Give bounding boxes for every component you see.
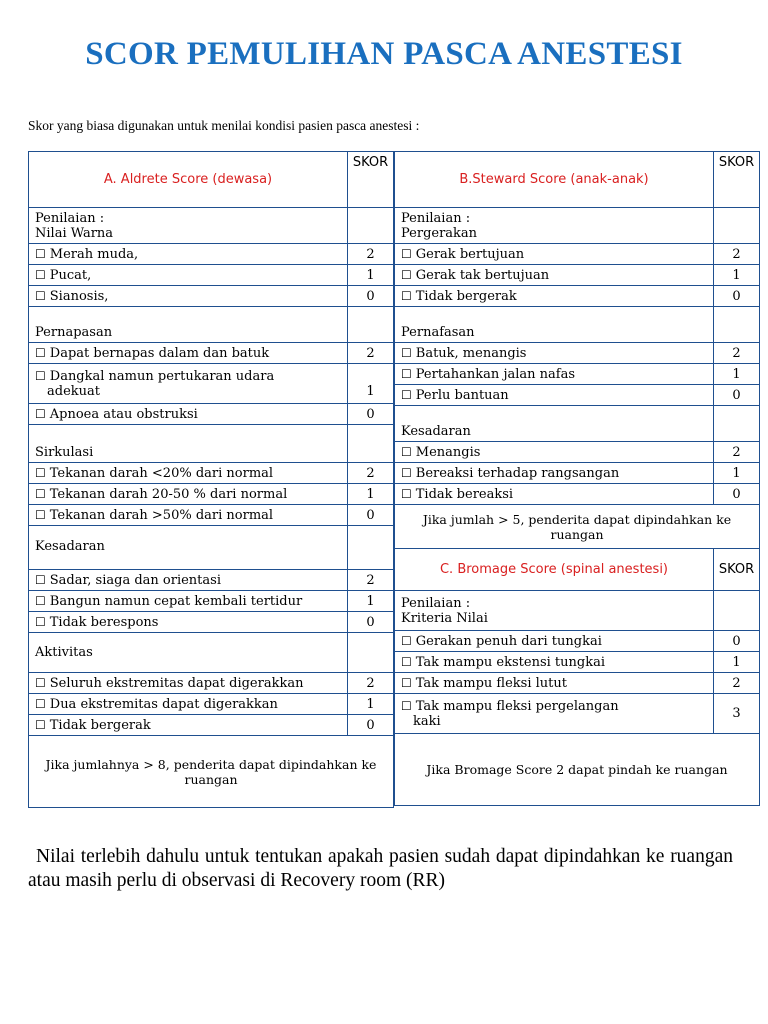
bromage-heading: C. Bromage Score (spinal anestesi) (395, 549, 714, 591)
criteria-item: ☐ Dua ekstremitas dapat digerakkan (29, 694, 348, 715)
criteria-item: ☐ Tak mampu fleksi pergelangan kaki (395, 694, 714, 734)
criteria-score: 0 (714, 484, 760, 505)
criteria-score: 1 (348, 694, 394, 715)
criteria-score: 2 (348, 463, 394, 484)
page-title: SCOR PEMULIHAN PASCA ANESTESI (85, 36, 683, 72)
skor-header: SKOR (714, 152, 760, 208)
criteria-score: 0 (348, 404, 394, 425)
steward-note: Jika jumlah > 5, penderita dapat dipindahkan ke ruangan (395, 505, 760, 549)
criteria-item: ☐ Bangun namun cepat kembali tertidur (29, 591, 348, 612)
aldrete-note: Jika jumlahnya > 8, penderita dapat dipindahkan ke ruangan (29, 736, 394, 808)
criteria-score: 1 (348, 364, 394, 404)
section-title-pernafasan: Pernafasan (395, 307, 714, 343)
penilaian-label: Penilaian : Kriteria Nilai (395, 591, 714, 631)
criteria-item: ☐ Tekanan darah <20% dari normal (29, 463, 348, 484)
steward-heading: B.Steward Score (anak-anak) (395, 152, 714, 208)
criteria-score: 0 (348, 715, 394, 736)
steward-bromage-table (394, 151, 760, 806)
kriteria-label: Kriteria Nilai (401, 610, 488, 626)
criteria-item: ☐ Tak mampu ekstensi tungkai (395, 652, 714, 673)
aldrete-heading: A. Aldrete Score (dewasa) (29, 152, 348, 208)
pergerakan-label: Pergerakan (401, 225, 478, 241)
criteria-score: 2 (348, 244, 394, 265)
criteria-score: 2 (714, 673, 760, 694)
section-title-kesadaran: Kesadaran (29, 526, 348, 570)
criteria-item: ☐ Dangkal namun pertukaran udara adekuat (29, 364, 348, 404)
criteria-item: ☐ Gerak tak bertujuan (395, 265, 714, 286)
criteria-item: ☐ Tidak bergerak (29, 715, 348, 736)
criteria-score: 1 (348, 265, 394, 286)
criteria-item: ☐ Pucat, (29, 265, 348, 286)
nilai-warna-label: Nilai Warna (35, 225, 114, 241)
criteria-item: ☐ Menangis (395, 442, 714, 463)
criteria-item: ☐ Dapat bernapas dalam dan batuk (29, 343, 348, 364)
criteria-item: ☐ Seluruh ekstremitas dapat digerakkan (29, 673, 348, 694)
criteria-score: 1 (714, 463, 760, 484)
criteria-item: ☐ Perlu bantuan (395, 385, 714, 406)
criteria-score: 2 (348, 673, 394, 694)
criteria-item: ☐ Bereaksi terhadap rangsangan (395, 463, 714, 484)
criteria-item: ☐ Sianosis, (29, 286, 348, 307)
footer-note: Nilai terlebih dahulu untuk tentukan apakah pasien sudah dapat dipindahkan ke ruangan atau masih perlu di observasi di Recovery room (RR) (28, 846, 733, 891)
section-title-kesadaran: Kesadaran (395, 406, 714, 442)
criteria-score: 2 (714, 244, 760, 265)
section-title-aktivitas: Aktivitas (29, 633, 348, 673)
criteria-item: ☐ Merah muda, (29, 244, 348, 265)
criteria-score: 0 (348, 612, 394, 633)
criteria-score: 3 (714, 694, 760, 734)
criteria-item: ☐ Tak mampu fleksi lutut (395, 673, 714, 694)
criteria-score: 0 (714, 631, 760, 652)
criteria-score: 1 (348, 484, 394, 505)
intro-text: Skor yang biasa digunakan untuk menilai kondisi pasien pasca anestesi : (28, 118, 420, 133)
criteria-item: ☐ Tidak bereaksi (395, 484, 714, 505)
criteria-score: 0 (714, 286, 760, 307)
criteria-item: ☐ Gerak bertujuan (395, 244, 714, 265)
skor-header: SKOR (348, 152, 394, 208)
criteria-score: 2 (714, 343, 760, 364)
criteria-score: 2 (348, 343, 394, 364)
penilaian-label: Penilaian : Pergerakan (395, 208, 714, 244)
criteria-item: ☐ Tekanan darah >50% dari normal (29, 505, 348, 526)
criteria-score: 0 (714, 385, 760, 406)
criteria-score: 1 (348, 591, 394, 612)
criteria-item: ☐ Batuk, menangis (395, 343, 714, 364)
criteria-item: ☐ Gerakan penuh dari tungkai (395, 631, 714, 652)
criteria-item: ☐ Tekanan darah 20-50 % dari normal (29, 484, 348, 505)
criteria-score: 2 (714, 442, 760, 463)
criteria-item: ☐ Tidak berespons (29, 612, 348, 633)
penilaian-label: Penilaian : Nilai Warna (29, 208, 348, 244)
criteria-score: 0 (348, 286, 394, 307)
skor-header: SKOR (714, 549, 760, 591)
criteria-score: 2 (348, 570, 394, 591)
criteria-score: 1 (714, 265, 760, 286)
criteria-item: ☐ Sadar, siaga dan orientasi (29, 570, 348, 591)
criteria-item: ☐ Apnoea atau obstruksi (29, 404, 348, 425)
aldrete-score-table (28, 151, 394, 808)
criteria-item: ☐ Pertahankan jalan nafas (395, 364, 714, 385)
section-title-sirkulasi: Sirkulasi (29, 425, 348, 463)
bromage-note: Jika Bromage Score 2 dapat pindah ke ruangan (395, 734, 760, 806)
criteria-score: 1 (714, 652, 760, 673)
criteria-score: 0 (348, 505, 394, 526)
criteria-item: ☐ Tidak bergerak (395, 286, 714, 307)
section-title-pernapasan: Pernapasan (29, 307, 348, 343)
criteria-score: 1 (714, 364, 760, 385)
